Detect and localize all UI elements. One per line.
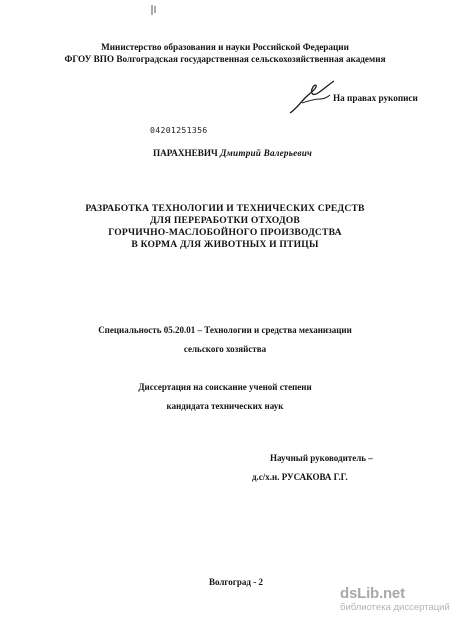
title-line: РАЗРАБОТКА ТЕХНОЛОГИИ И ТЕХНИЧЕСКИХ СРЕДСТВ bbox=[85, 203, 365, 214]
advisor-label: Научный руководитель – bbox=[270, 453, 373, 463]
ministry-name: Министерство образования и науки Российской Федерации bbox=[101, 42, 349, 52]
rights-notice: На правах рукописи bbox=[333, 93, 418, 103]
archive-stamp-mark bbox=[150, 3, 160, 17]
title-line: ДЛЯ ПЕРЕРАБОТКИ ОТХОДОВ bbox=[149, 215, 301, 226]
institution-name: ФГОУ ВПО Волгоградская государственная сельскохозяйственная академия bbox=[64, 53, 386, 64]
author-name bbox=[153, 148, 312, 158]
city-year: Волгоград - 2 bbox=[209, 577, 263, 587]
header-block bbox=[0, 42, 450, 65]
specialty-line-2: сельского хозяйства bbox=[183, 344, 267, 354]
degree-line-2: кандидата технических наук bbox=[166, 401, 284, 411]
watermark-subtitle: библиотека диссертаций bbox=[340, 602, 450, 613]
author-surname: ПАРАХНЕВИЧ bbox=[153, 148, 218, 158]
dissertation-title bbox=[0, 203, 450, 251]
degree-line-1: Диссертация на соискание ученой степени bbox=[138, 382, 312, 392]
advisor-name: д.с/х.н. РУСАКОВА Г.Г. bbox=[252, 472, 348, 482]
handwritten-signature bbox=[286, 79, 338, 117]
title-line: ГОРЧИЧНО-МАСЛОБОЙНОГО ПРОИЗВОДСТВА bbox=[108, 227, 342, 238]
title-line: В КОРМА ДЛЯ ЖИВОТНЫХ И ПТИЦЫ bbox=[131, 239, 319, 250]
registry-code: 04201251356 bbox=[150, 125, 208, 135]
watermark bbox=[340, 585, 450, 613]
specialty-block bbox=[0, 321, 450, 359]
watermark-logo: dsLib.net bbox=[340, 585, 405, 602]
degree-block bbox=[0, 378, 450, 416]
author-given-name: Дмитрий Валерьевич bbox=[220, 148, 313, 158]
specialty-line-1: Специальность 05.20.01 – Технологии и средства механизации bbox=[98, 325, 352, 335]
advisor-block bbox=[252, 449, 373, 487]
